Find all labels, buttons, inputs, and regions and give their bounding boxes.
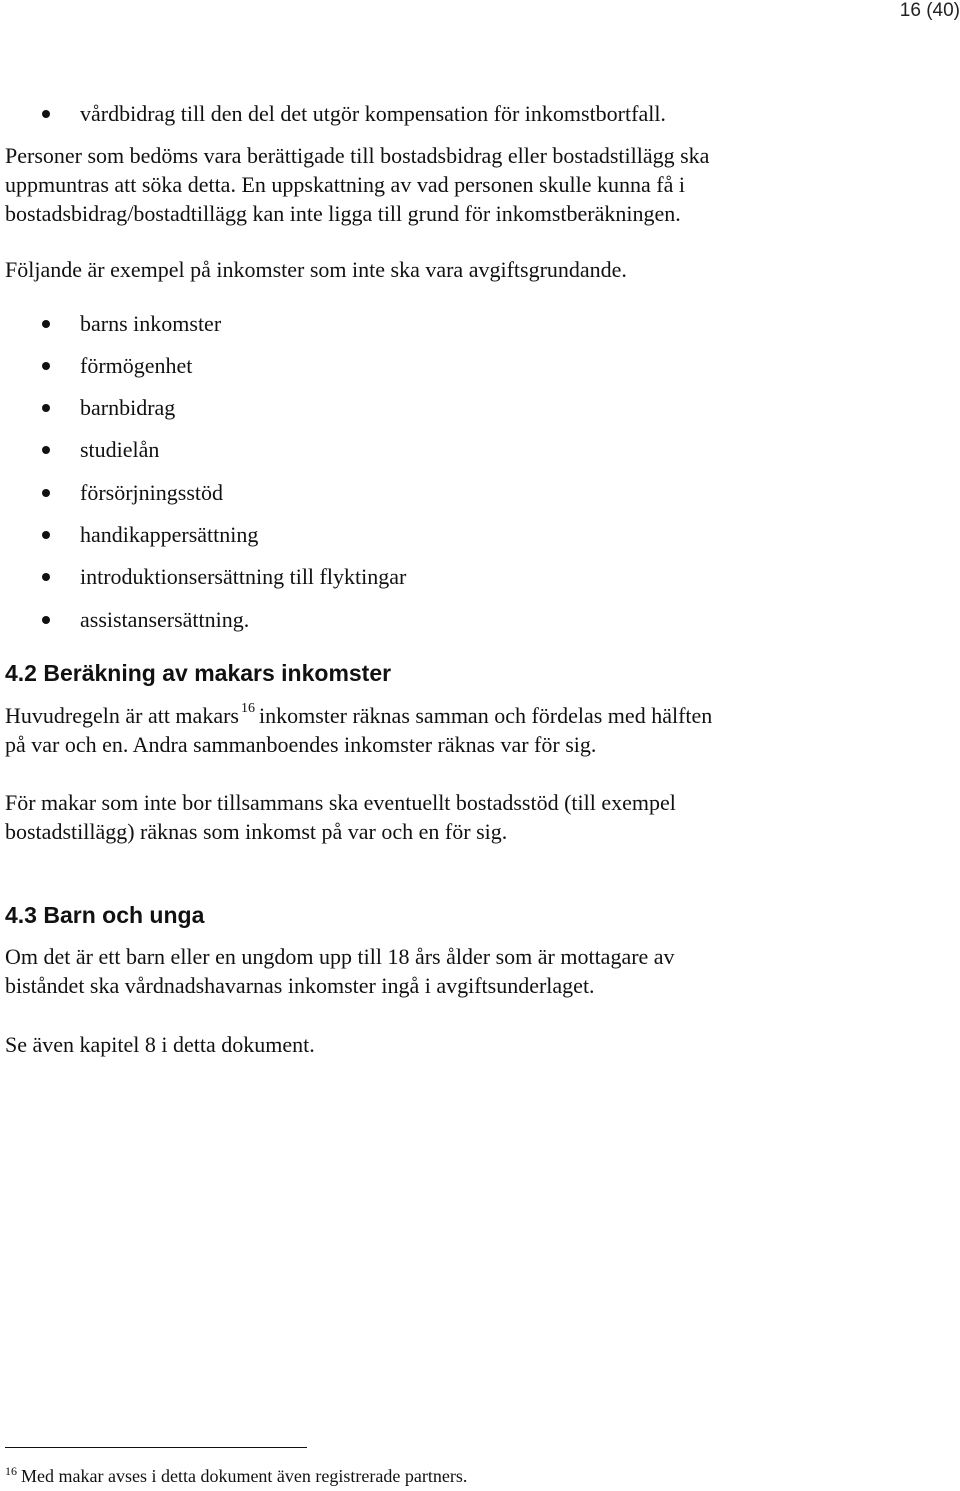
footnote-reference: 16 xyxy=(240,700,255,716)
paragraph-see-also: Se även kapitel 8 i detta dokument. xyxy=(5,1032,315,1057)
bullet-icon xyxy=(42,616,50,624)
paragraph-line: För makar som inte bor tillsammans ska eventuellt bostadsstöd (till exempel xyxy=(5,790,676,815)
paragraph-line: Personer som bedöms vara berättigade till bostadsbidrag eller bostadstillägg ska xyxy=(5,143,710,168)
list-item-text: handikappersättning xyxy=(80,522,259,547)
section-heading-4-3: 4.3 Barn och unga xyxy=(5,902,205,928)
list-item-text: barnbidrag xyxy=(80,395,176,420)
list-item-text: försörjningsstöd xyxy=(80,480,223,505)
bullet-icon xyxy=(42,573,50,581)
paragraph-text: inkomster räknas samman och fördelas med hälften xyxy=(258,703,713,728)
bullet-icon xyxy=(42,110,50,118)
list-item-text: förmögenhet xyxy=(80,353,193,378)
paragraph-line: på var och en. Andra sammanboendes inkomster räknas var för sig. xyxy=(5,732,597,757)
footnote-text: Med makar avses i detta dokument även registrerade partners. xyxy=(21,1466,468,1486)
paragraph-line: bostadstillägg) räknas som inkomst på var och en för sig. xyxy=(5,819,508,844)
bullet-icon xyxy=(42,404,50,412)
paragraph-line: bostadsbidrag/bostadtillägg kan inte ligga till grund för inkomstberäkningen. xyxy=(5,201,681,226)
footnote-number: 16 xyxy=(5,1464,17,1478)
section-heading-4-2: 4.2 Beräkning av makars inkomster xyxy=(5,660,392,686)
list-item-text: introduktionsersättning till flyktingar xyxy=(80,564,407,589)
list-item-text: vårdbidrag till den del det utgör kompensation för inkomstbortfall. xyxy=(80,101,666,126)
bullet-icon xyxy=(42,362,50,370)
paragraph-separated-spouses xyxy=(5,788,676,846)
paragraph-spouse-income xyxy=(5,701,712,759)
list-item-text: assistansersättning. xyxy=(80,607,250,632)
paragraph-children xyxy=(5,942,675,1000)
bullet-icon xyxy=(42,531,50,539)
paragraph-line: biståndet ska vårdnadshavarnas inkomster ingå i avgiftsunderlaget. xyxy=(5,973,595,998)
paragraph-text: Huvudregeln är att makars xyxy=(5,703,239,728)
paragraph-line: uppmuntras att söka detta. En uppskattning av vad personen skulle kunna få i xyxy=(5,172,686,197)
bullet-icon xyxy=(42,446,50,454)
paragraph-housing xyxy=(5,141,709,228)
bullet-icon xyxy=(42,320,50,328)
list-item-text: studielån xyxy=(80,437,160,462)
bullet-icon xyxy=(42,489,50,497)
footnote-divider xyxy=(5,1447,307,1448)
list-item-text: barns inkomster xyxy=(80,311,222,336)
page-number: 16 (40) xyxy=(899,0,960,21)
paragraph-line: Om det är ett barn eller en ungdom upp till 18 års ålder som är mottagare av xyxy=(5,944,675,969)
paragraph-intro: Följande är exempel på inkomster som inte ska vara avgiftsgrundande. xyxy=(5,257,627,282)
footnote xyxy=(5,1464,467,1488)
